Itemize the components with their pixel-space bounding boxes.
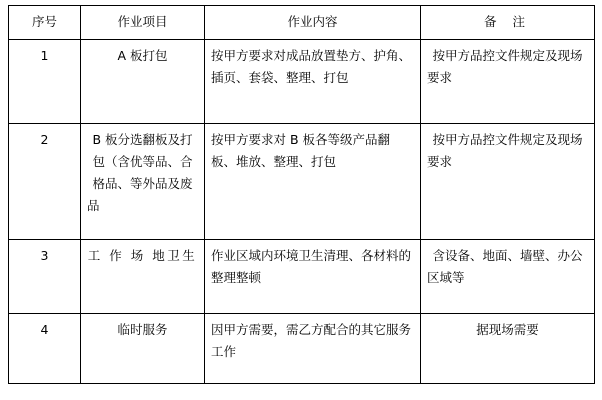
cell-no: 4 <box>9 314 81 384</box>
cell-note: 含设备、地面、墙壁、办公区域等 <box>421 240 595 314</box>
cell-content: 因甲方需要，需乙方配合的其它服务工作 <box>205 314 421 384</box>
cell-no: 2 <box>9 124 81 240</box>
cell-item: 工 作 场 地卫生 <box>81 240 205 314</box>
cell-content: 按甲方要求对成品放置垫方、护角、插页、套袋、整理、打包 <box>205 40 421 124</box>
cell-no: 1 <box>9 40 81 124</box>
table-header-row <box>9 6 595 40</box>
table-row <box>9 40 595 124</box>
cell-note: 据现场需要 <box>421 314 595 384</box>
cell-note: 按甲方品控文件规定及现场要求 <box>421 124 595 240</box>
work-content-table <box>8 5 595 384</box>
cell-content: 按甲方要求对 B 板各等级产品翻板、堆放、整理、打包 <box>205 124 421 240</box>
cell-no: 3 <box>9 240 81 314</box>
cell-content: 作业区域内环境卫生清理、各材料的整理整顿 <box>205 240 421 314</box>
column-header-no: 序号 <box>9 6 81 40</box>
cell-item: B 板分选翻板及打包（含优等品、合格品、等外品及废品 <box>81 124 205 240</box>
table-header <box>9 6 595 40</box>
column-header-content: 作业内容 <box>205 6 421 40</box>
column-header-note: 备 注 <box>421 6 595 40</box>
column-header-item: 作业项目 <box>81 6 205 40</box>
cell-item: 临时服务 <box>81 314 205 384</box>
table-row <box>9 314 595 384</box>
table-row <box>9 240 595 314</box>
table-row <box>9 124 595 240</box>
table-body <box>9 40 595 384</box>
cell-item: A 板打包 <box>81 40 205 124</box>
cell-note: 按甲方品控文件规定及现场要求 <box>421 40 595 124</box>
